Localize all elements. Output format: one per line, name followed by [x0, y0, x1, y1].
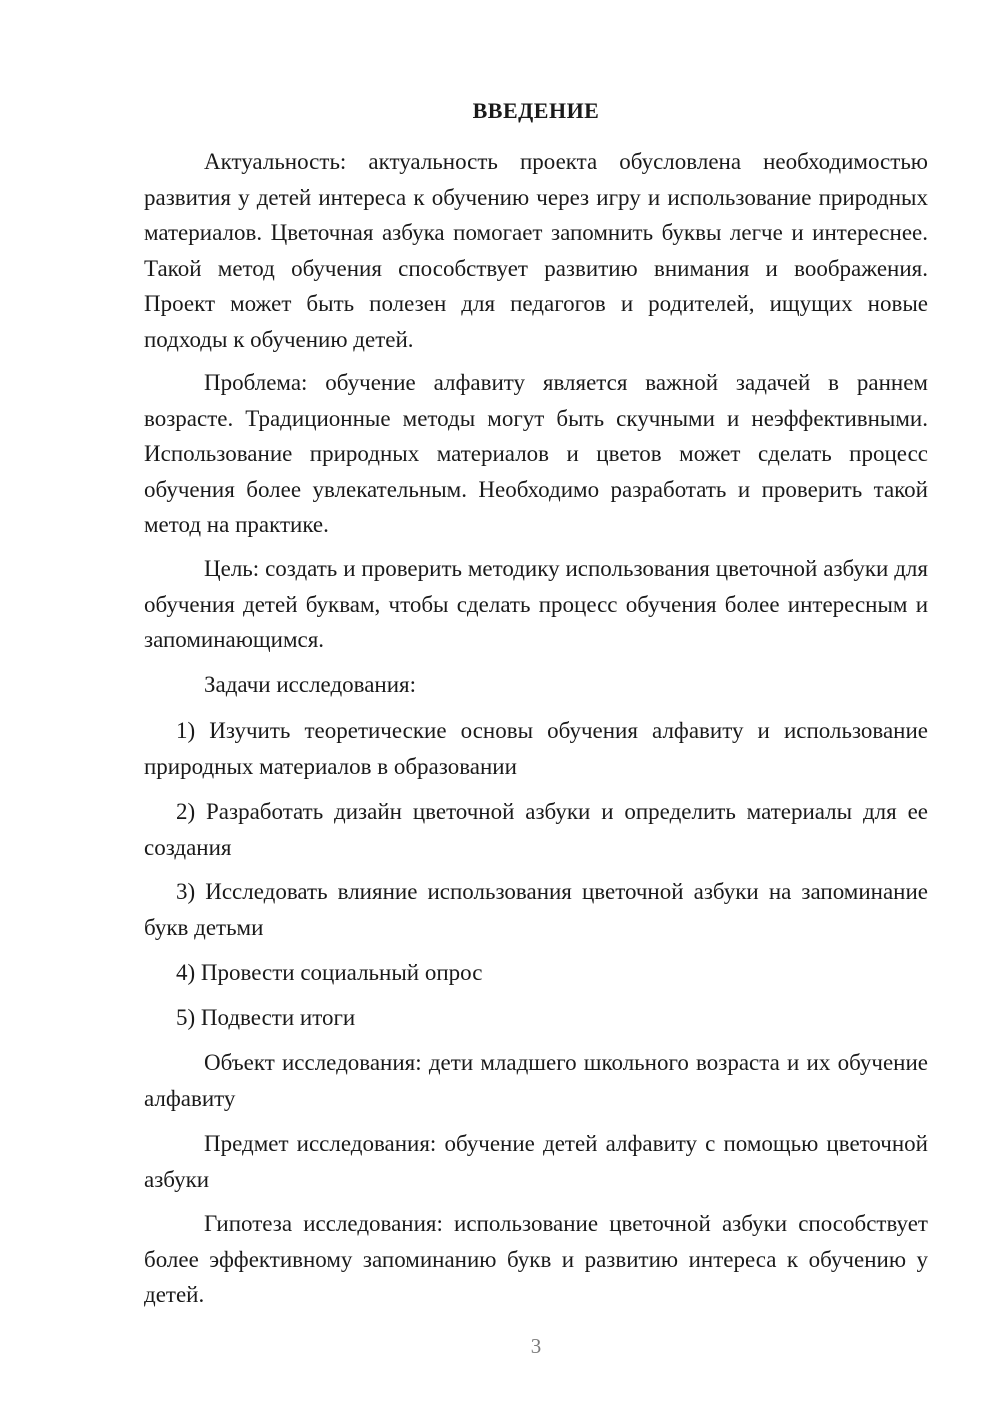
paragraph-relevance: Актуальность: актуальность проекта обусловлена необходимостью развития у детей интереса к обучению через игру и использование природных материалов. Цветочная азбука помогает запомнить буквы легче и интереснее. Такой метод обучения способствует развитию внимания и воображения. Проект может быть полезен для педагогов и родителей, ищущих новые подходы к обучению детей.: [144, 149, 928, 352]
task-item-2: 2) Разработать дизайн цветочной азбуки и определить материалы для ее создания: [144, 799, 928, 860]
section-title: ВВЕДЕНИЕ: [472, 98, 600, 123]
page-number: 3: [530, 1334, 542, 1358]
paragraph-subject: Предмет исследования: обучение детей алфавиту с помощью цветочной азбуки: [144, 1131, 928, 1192]
paragraph-object: Объект исследования: дети младшего школьного возраста и их обучение алфавиту: [144, 1050, 928, 1111]
paragraph-problem: Проблема: обучение алфавиту является важной задачей в раннем возрасте. Традиционные методы могут быть скучными и неэффективными. Использование природных материалов и цветов может сделать процесс обучения более увлекательным. Необходимо разработать и проверить такой метод на практике.: [144, 370, 928, 537]
task-item-4: 4) Провести социальный опрос: [176, 960, 483, 985]
task-item-5: 5) Подвести итоги: [176, 1005, 356, 1030]
task-item-1: 1) Изучить теоретические основы обучения алфавиту и использование природных материалов в образовании: [144, 718, 928, 779]
task-item-3: 3) Исследовать влияние использования цветочной азбуки на запоминание букв детьми: [144, 879, 928, 940]
tasks-heading: Задачи исследования:: [204, 672, 417, 697]
paragraph-goal: Цель: создать и проверить методику использования цветочной азбуки для обучения детей буквам, чтобы сделать процесс обучения более интересным и запоминающимся.: [144, 556, 928, 652]
paragraph-hypothesis: Гипотеза исследования: использование цветочной азбуки способствует более эффективному запоминанию букв и развитию интереса к обучению у детей.: [144, 1211, 928, 1307]
